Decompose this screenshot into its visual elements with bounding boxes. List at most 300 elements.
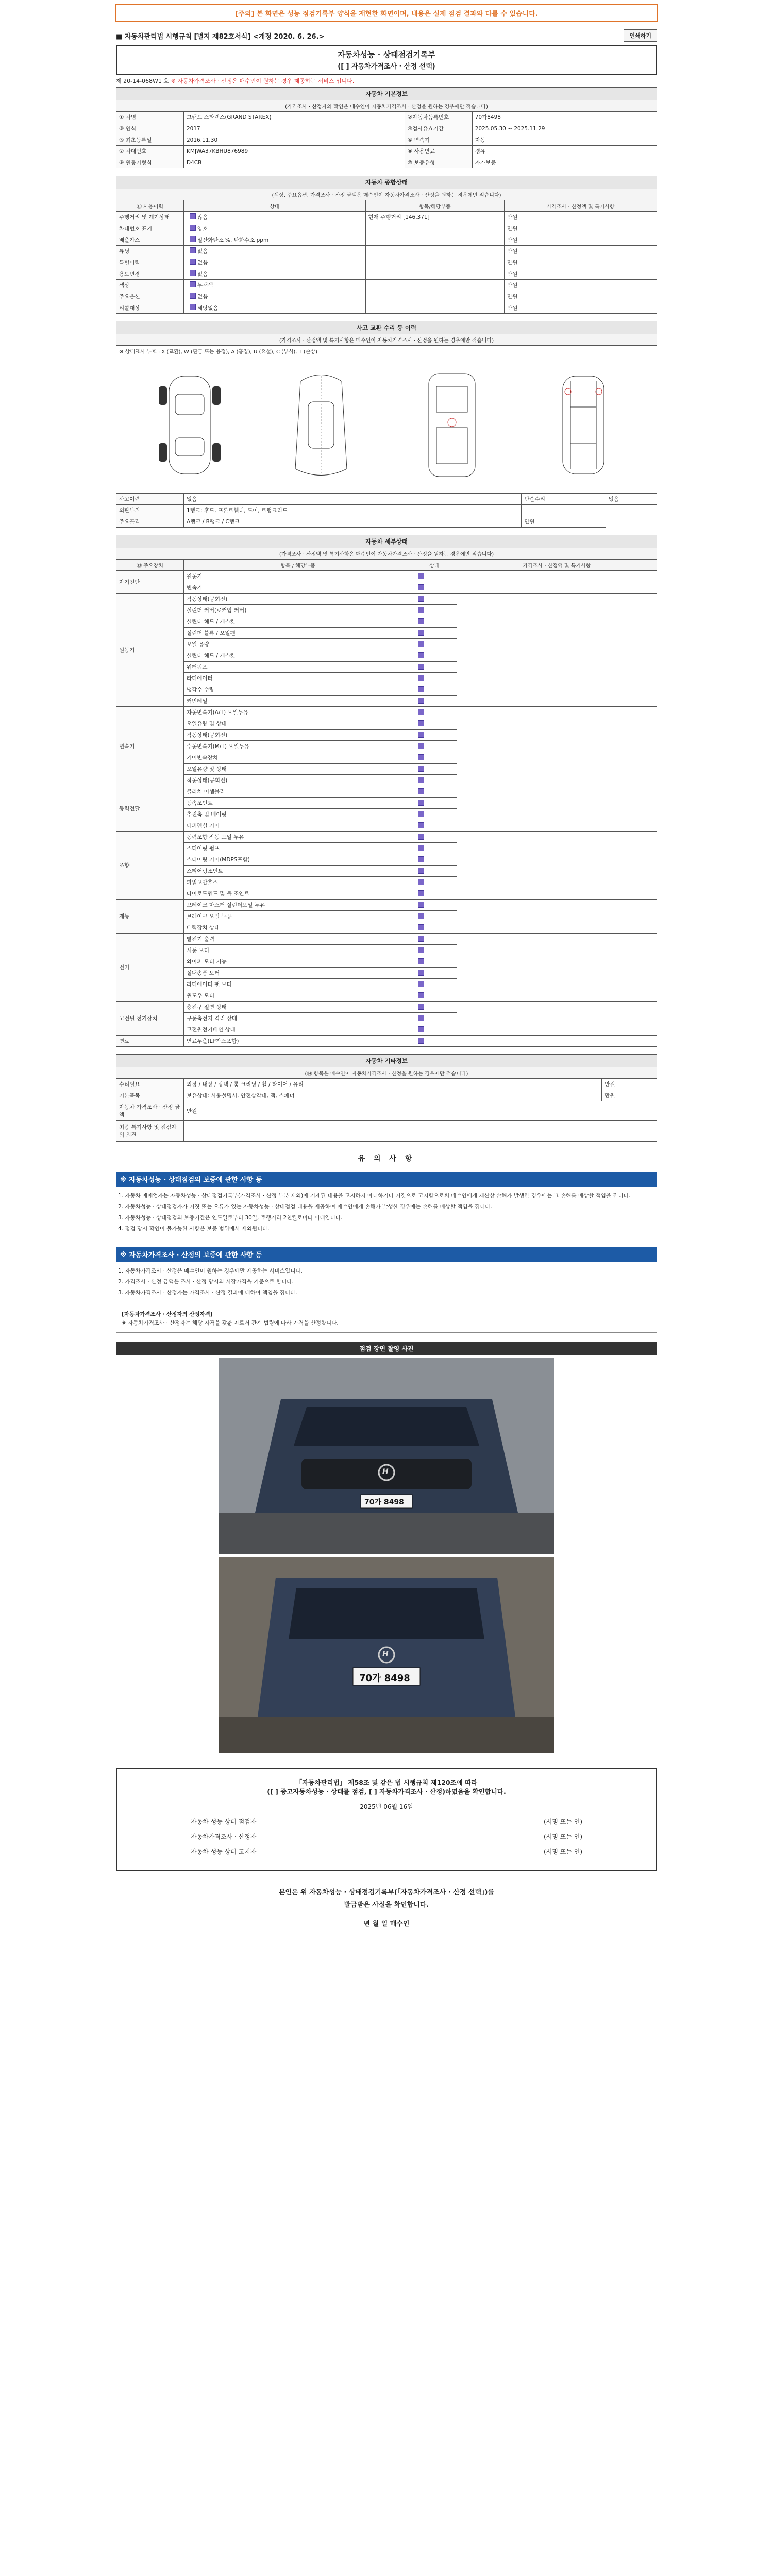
checkbox-checked (418, 1004, 424, 1010)
checkbox-checked (190, 293, 196, 299)
details-item: 동력조향 작동 오일 누유 (184, 832, 412, 843)
checkbox-checked (418, 675, 424, 681)
details-status (412, 1002, 457, 1013)
etc-row (116, 1079, 657, 1090)
accident-cell (522, 505, 606, 516)
accident-row (116, 494, 657, 505)
summary-rows (116, 212, 657, 314)
summary-status: 없음 (184, 246, 366, 257)
details-item: 파워고압호스 (184, 877, 412, 888)
details-status (412, 900, 457, 911)
summary-detail (365, 280, 505, 291)
details-item: 와이퍼 모터 기능 (184, 956, 412, 968)
summary-item: 리콜대상 (116, 302, 184, 314)
details-item: 변속기 (184, 582, 412, 594)
checkbox-checked (418, 822, 424, 828)
details-price (457, 934, 657, 1002)
details-item: 실린더 커버(로커암 커버) (184, 605, 412, 616)
checkbox-checked (418, 1026, 424, 1032)
doc-number-line (116, 77, 657, 85)
signature-box (116, 1768, 657, 1871)
guide-paragraph: 1. 자동차 매매업자는 자동차성능 · 상태점검기록부(가격조사 · 산정 부분 제외)에 기재된 내용을 고지하지 아니하거나 거짓으로 고지함으로써 매수인에게 재산상 손해가 발생한 경우에는 그 손해를 배상할 책임을 집니다. (118, 1193, 631, 1199)
basic-label: ⑩ 보증유형 (405, 157, 472, 168)
signer-sign: (서명 또는 인) (544, 1818, 582, 1826)
details-status (412, 854, 457, 866)
details-status (412, 741, 457, 752)
details-item: 등속조인트 (184, 798, 412, 809)
details-group: 자기진단 (116, 571, 184, 594)
accident-cell: 주요골격 (116, 516, 184, 528)
details-status (412, 673, 457, 684)
car-top-diagram (270, 366, 373, 484)
details-item: 시동 모터 (184, 945, 412, 956)
details-status (412, 798, 457, 809)
signature-row (191, 1817, 582, 1826)
topbar (116, 29, 657, 42)
rear-photo-brand: H (382, 1650, 389, 1659)
basic-value: 70가8498 (472, 112, 657, 123)
final-line2: 발급받은 사실을 확인합니다. (344, 1901, 429, 1909)
checkbox-checked (190, 304, 196, 310)
details-item: 연료누출(LP가스포함) (184, 1036, 412, 1047)
details-row (116, 571, 657, 582)
details-status (412, 934, 457, 945)
summary-price: 만원 (505, 234, 657, 246)
basic-value: D4CB (184, 157, 405, 168)
signature-row (191, 1847, 582, 1856)
guide-paragraph: 2. 가격조사 · 산정 금액은 조사 · 산정 당시의 시장가격을 기준으로 합니다. (118, 1278, 294, 1285)
signature-line2: ([ ] 중고자동차성능 · 상태를 점검, [ ] 자동차가격조사 · 산정)하였음을 확인합니다. (267, 1788, 506, 1796)
checkbox-checked (418, 981, 424, 987)
checkbox-checked (418, 834, 424, 840)
etc-cell: 만원 (602, 1090, 657, 1101)
summary-row (116, 291, 657, 302)
guide-title: 유 의 사 항 (358, 1155, 415, 1163)
accident-cell: 1랭크: 후드, 프론트휀더, 도어, 트렁크리드 (184, 505, 522, 516)
details-item: 작동상태(공회전) (184, 594, 412, 605)
details-col-header: 항목 / 해당부품 (184, 560, 412, 571)
summary-detail (365, 291, 505, 302)
car-diagrams (119, 359, 654, 492)
summary-detail: 현재 주행거리 [146,371] (365, 212, 505, 223)
details-item: 실린더 블록 / 오일팬 (184, 628, 412, 639)
accident-legend: ※ 상태표시 부호 : X (교환), W (판금 또는 용접), A (흠집), U (요철), C (부식), T (손상) (116, 346, 657, 357)
accident-cell: 사고이력 (116, 494, 184, 505)
details-status (412, 718, 457, 730)
guide-part1-head: ※ 자동차성능 · 상태점검의 보증에 관한 사항 등 (116, 1172, 657, 1187)
summary-row (116, 212, 657, 223)
basic-row (116, 146, 657, 157)
signer-role: 자동차 성능 상태 고지자 (191, 1848, 257, 1856)
summary-row (116, 234, 657, 246)
basic-value: 자가보증 (472, 157, 657, 168)
details-status (412, 616, 457, 628)
details-header: 자동차 세부상태 (116, 535, 657, 548)
photos-header: 점검 장면 촬영 사진 (116, 1342, 657, 1355)
details-row (116, 900, 657, 911)
front-photo-plate: 70가 8498 (364, 1498, 404, 1507)
final-line1: 본인은 위 자동차성능 · 상태점검기록부(「자동차가격조사 · 산정 선택」)를 (278, 1889, 495, 1897)
details-status (412, 968, 457, 979)
basic-note: (가격조사 · 산정자의 확인은 매수인이 자동차가격조사 · 산정을 원하는 경우에만 적습니다) (116, 100, 657, 112)
summary-item: 색상 (116, 280, 184, 291)
checkbox-checked (190, 270, 196, 276)
details-item: 스티어링 기어(MDPS포함) (184, 854, 412, 866)
details-group: 조향 (116, 832, 184, 900)
details-status (412, 877, 457, 888)
details-item: 수동변속기(M/T) 오일누유 (184, 741, 412, 752)
guide-paragraph: 2. 자동차성능 · 상태점검자가 거짓 또는 오류가 있는 자동차성능 · 상태점검 내용을 제공하여 매수인에게 손해가 발생한 경우에는 손해를 배상할 책임을 집니다. (118, 1204, 492, 1210)
summary-item: 특별이력 (116, 257, 184, 268)
accident-header: 사고 교환 수리 등 이력 (116, 321, 657, 334)
details-row (116, 934, 657, 945)
details-status (412, 1036, 457, 1047)
accident-cell: 없음 (606, 494, 657, 505)
details-status (412, 571, 457, 582)
summary-item: 튜닝 (116, 246, 184, 257)
details-item: 배력장치 상태 (184, 922, 412, 934)
summary-row (116, 302, 657, 314)
details-price (457, 832, 657, 900)
basic-value: 2016.11.30 (184, 134, 405, 146)
summary-status: 해당없음 (184, 302, 366, 314)
basic-label: ⑦ 차대번호 (116, 146, 184, 157)
details-group: 고전원 전기장치 (116, 1002, 184, 1036)
summary-price: 만원 (505, 223, 657, 234)
notice-banner: [주의] 본 화면은 성능 점검기록부 양식을 재현한 화면이며, 내용은 실제 점검 결과와 다를 수 있습니다. (115, 4, 658, 22)
details-status (412, 956, 457, 968)
summary-status: 양호 (184, 223, 366, 234)
details-item: 추진축 및 베어링 (184, 809, 412, 820)
summary-status: 무채색 (184, 280, 366, 291)
summary-price: 만원 (505, 302, 657, 314)
checkbox-checked (190, 225, 196, 231)
accident-rows (116, 494, 657, 528)
details-item: 윈도우 모터 (184, 990, 412, 1002)
details-status (412, 582, 457, 594)
summary-row (116, 246, 657, 257)
details-item: 오일유량 및 상태 (184, 764, 412, 775)
accident-row (116, 505, 657, 516)
details-row (116, 594, 657, 605)
details-status (412, 594, 457, 605)
page (0, 4, 773, 2576)
accident-cell: A랭크 / B랭크 / C랭크 (184, 516, 522, 528)
summary-header: 자동차 종합상태 (116, 176, 657, 189)
etc-cell: 만원 (602, 1079, 657, 1090)
summary-price: 만원 (505, 268, 657, 280)
details-group: 동력전달 (116, 786, 184, 832)
details-status (412, 707, 457, 718)
accident-cell: 단순수리 (522, 494, 606, 505)
details-status (412, 650, 457, 662)
details-item: 기어변속장치 (184, 752, 412, 764)
checkbox-checked (418, 584, 424, 590)
summary-col-header: 상태 (184, 200, 366, 212)
details-status (412, 1024, 457, 1036)
summary-row (116, 268, 657, 280)
opinion-cell (184, 1121, 657, 1142)
details-status (412, 639, 457, 650)
checkbox-checked (190, 247, 196, 253)
car-underbody-diagram (532, 366, 635, 484)
opinion-label: 최종 특기사항 및 점검자의 의견 (116, 1121, 184, 1142)
car-frame-diagram (400, 366, 503, 484)
summary-price: 만원 (505, 280, 657, 291)
basic-row (116, 134, 657, 146)
details-item: 원동기 (184, 571, 412, 582)
details-price (457, 1002, 657, 1036)
form-title: ■ 자동차관리법 시행규칙 [별지 제82호서식] <개정 2020. 6. 26.> (116, 32, 325, 41)
details-row (116, 1036, 657, 1047)
summary-columns (116, 200, 657, 212)
checkbox-checked (418, 902, 424, 908)
checkbox-checked (418, 1038, 424, 1044)
doc-subtitle: ([ ] 자동차가격조사 · 산정 선택) (338, 63, 435, 71)
summary-col-header: 가격조사 · 산정액 및 특기사항 (505, 200, 657, 212)
car-side-diagram (138, 366, 241, 484)
etc-note: (⑭ 항목은 매수인이 자동차가격조사 · 산정을 원하는 경우에만 적습니다) (116, 1067, 657, 1079)
etc-cell: 기본품목 (116, 1090, 184, 1101)
summary-row (116, 257, 657, 268)
guide-part2-head: ※ 자동차가격조사 · 산정의 보증에 관한 사항 등 (116, 1247, 657, 1262)
details-item: 클러치 어셈블리 (184, 786, 412, 798)
details-group: 전기 (116, 934, 184, 1002)
qualification-title: [자동차가격조사 · 산정자의 산정자격] (122, 1311, 213, 1317)
guide-paragraph: 3. 자동차성능 · 상태점검의 보증기간은 인도일로부터 30일, 주행거리 2천킬로미터 이내입니다. (118, 1214, 343, 1221)
checkbox-checked (418, 913, 424, 919)
opinion-header: 자동차 가격조사 · 산정 금액 (116, 1101, 184, 1121)
summary-item: 용도변경 (116, 268, 184, 280)
etc-rows (116, 1079, 657, 1101)
details-row (116, 786, 657, 798)
basic-row (116, 123, 657, 134)
checkbox-checked (418, 777, 424, 783)
final-line3: 년 월 일 매수인 (363, 1920, 410, 1928)
summary-price: 만원 (505, 257, 657, 268)
basic-value: 경유 (472, 146, 657, 157)
signature-date: 2025년 06월 16일 (360, 1803, 413, 1811)
accident-cell: 없음 (184, 494, 522, 505)
checkbox-checked (418, 868, 424, 874)
checkbox-checked (418, 709, 424, 715)
details-price (457, 900, 657, 934)
summary-item: 주행거리 및 계기상태 (116, 212, 184, 223)
summary-row (116, 223, 657, 234)
checkbox-checked (418, 732, 424, 738)
signature-row (191, 1832, 582, 1841)
details-status (412, 820, 457, 832)
guide-part1 (116, 1187, 657, 1239)
details-col-header: 상태 (412, 560, 457, 571)
details-status (412, 786, 457, 798)
details-status (412, 752, 457, 764)
guide-paragraph: 4. 점검 당시 확인이 불가능한 사항은 보증 범위에서 제외됩니다. (118, 1226, 270, 1232)
checkbox-checked (418, 607, 424, 613)
details-group: 제동 (116, 900, 184, 934)
print-button[interactable]: 인쇄하기 (624, 29, 657, 42)
details-status (412, 775, 457, 786)
signer-role: 자동차가격조사 · 산정자 (191, 1833, 257, 1841)
guide-part2 (116, 1262, 657, 1302)
basic-value: KMJWA37KBHU876989 (184, 146, 405, 157)
signer-role: 자동차 성능 상태 점검자 (191, 1818, 257, 1826)
basic-value: 그랜드 스타렉스(GRAND STAREX) (184, 112, 405, 123)
details-status (412, 888, 457, 900)
details-status (412, 684, 457, 696)
etc-header: 자동차 기타정보 (116, 1055, 657, 1067)
details-group: 원동기 (116, 594, 184, 707)
details-status (412, 605, 457, 616)
details-price (457, 594, 657, 707)
checkbox-checked (190, 259, 196, 265)
summary-status: 없음 (184, 268, 366, 280)
accident-table (116, 321, 657, 528)
basic-header: 자동차 기본정보 (116, 88, 657, 100)
details-item: 오일 유량 (184, 639, 412, 650)
details-status (412, 990, 457, 1002)
checkbox-checked (418, 958, 424, 964)
basic-value: 자동 (472, 134, 657, 146)
checkbox-checked (418, 686, 424, 692)
inspection-sheet (116, 29, 657, 1930)
summary-price: 만원 (505, 291, 657, 302)
details-item: 고전원전기배선 상태 (184, 1024, 412, 1036)
signature-rows (127, 1817, 646, 1856)
doc-title-box (116, 45, 657, 75)
checkbox-checked (418, 924, 424, 930)
details-item: 워터펌프 (184, 662, 412, 673)
basic-label: ②자동차등록번호 (405, 112, 472, 123)
summary-status: 없음 (184, 291, 366, 302)
summary-col-header: ⑪ 사용이력 (116, 200, 184, 212)
details-item: 자동변속기(A/T) 오일누유 (184, 707, 412, 718)
details-price (457, 786, 657, 832)
details-item: 스티어링 펌프 (184, 843, 412, 854)
details-status (412, 1013, 457, 1024)
checkbox-checked (418, 800, 424, 806)
details-status (412, 979, 457, 990)
basic-label: ③ 연식 (116, 123, 184, 134)
details-price (457, 707, 657, 786)
accident-row (116, 516, 657, 528)
details-price (457, 1036, 657, 1047)
details-item: 구동축전지 격리 상태 (184, 1013, 412, 1024)
checkbox-checked (418, 596, 424, 602)
basic-label: ⑧ 사용연료 (405, 146, 472, 157)
checkbox-checked (418, 754, 424, 760)
summary-item: 주요옵션 (116, 291, 184, 302)
etc-cell: 수리필요 (116, 1079, 184, 1090)
checkbox-checked (418, 698, 424, 704)
summary-status: 없음 (184, 257, 366, 268)
details-item: 라디에이터 팬 모터 (184, 979, 412, 990)
details-status (412, 662, 457, 673)
details-item: 실내송풍 모터 (184, 968, 412, 979)
summary-table (116, 176, 657, 314)
final-confirmation (116, 1887, 657, 1930)
summary-price: 만원 (505, 212, 657, 223)
qualification-box (116, 1306, 657, 1333)
checkbox-checked (418, 573, 424, 579)
details-status (412, 696, 457, 707)
summary-detail (365, 246, 505, 257)
details-status (412, 628, 457, 639)
basic-label: ① 차명 (116, 112, 184, 123)
summary-col-header: 항목/해당부품 (365, 200, 505, 212)
summary-price: 만원 (505, 246, 657, 257)
checkbox-checked (190, 213, 196, 219)
details-col-header: ⑬ 주요장치 (116, 560, 184, 571)
details-status (412, 945, 457, 956)
checkbox-checked (418, 720, 424, 726)
checkbox-checked (418, 845, 424, 851)
accident-cell: 만원 (522, 516, 606, 528)
details-item: 실린더 헤드 / 개스킷 (184, 650, 412, 662)
checkbox-checked (418, 630, 424, 636)
etc-table (116, 1054, 657, 1142)
checkbox-checked (418, 1015, 424, 1021)
front-photo-brand: H (382, 1468, 389, 1477)
basic-row (116, 112, 657, 123)
doc-number: 제 20-14-068W1 호 (116, 78, 170, 84)
summary-detail (365, 257, 505, 268)
checkbox-checked (418, 811, 424, 817)
summary-note: (색상, 주요옵션, 가격조사 · 산정 금액은 매수인이 자동차가격조사 · 산정을 원하는 경우에만 적습니다) (116, 189, 657, 200)
checkbox-checked (190, 236, 196, 242)
details-status (412, 730, 457, 741)
accident-cell: 외판부위 (116, 505, 184, 516)
checkbox-checked (418, 641, 424, 647)
basic-label: ⑥ 변속기 (405, 134, 472, 146)
etc-row (116, 1090, 657, 1101)
signer-sign: (서명 또는 인) (544, 1833, 582, 1841)
details-table (116, 535, 657, 1047)
details-price (457, 571, 657, 594)
details-columns (116, 560, 657, 571)
basic-label: ⑨ 원동기형식 (116, 157, 184, 168)
summary-row (116, 280, 657, 291)
front-photo (219, 1358, 554, 1554)
basic-info-table (116, 87, 657, 168)
basic-rows (116, 112, 657, 168)
basic-row (116, 157, 657, 168)
basic-label: ⑤ 최초등록일 (116, 134, 184, 146)
summary-detail (365, 223, 505, 234)
checkbox-checked (418, 652, 424, 658)
basic-label: ④검사유효기간 (405, 123, 472, 134)
summary-detail (365, 234, 505, 246)
checkbox-checked (418, 766, 424, 772)
details-item: 발전기 출력 (184, 934, 412, 945)
accident-note: (가격조사 · 산정액 및 특기사항은 매수인이 자동차가격조사 · 산정을 원하는 경우에만 적습니다) (116, 334, 657, 346)
basic-value: 2017 (184, 123, 405, 134)
details-group: 변속기 (116, 707, 184, 786)
basic-value: 2025.05.30 ~ 2025.11.29 (472, 123, 657, 134)
summary-detail (365, 302, 505, 314)
checkbox-checked (418, 879, 424, 885)
details-item: 브레이크 오일 누유 (184, 911, 412, 922)
details-item: 디퍼렌셜 기어 (184, 820, 412, 832)
rear-photo-plate: 70가 8498 (359, 1673, 410, 1684)
checkbox-checked (418, 890, 424, 896)
details-item: 스티어링조인트 (184, 866, 412, 877)
details-col-header: 가격조사 · 산정액 및 특기사항 (457, 560, 657, 571)
summary-item: 배출가스 (116, 234, 184, 246)
checkbox-checked (418, 618, 424, 624)
checkbox-checked (190, 281, 196, 287)
details-group: 연료 (116, 1036, 184, 1047)
